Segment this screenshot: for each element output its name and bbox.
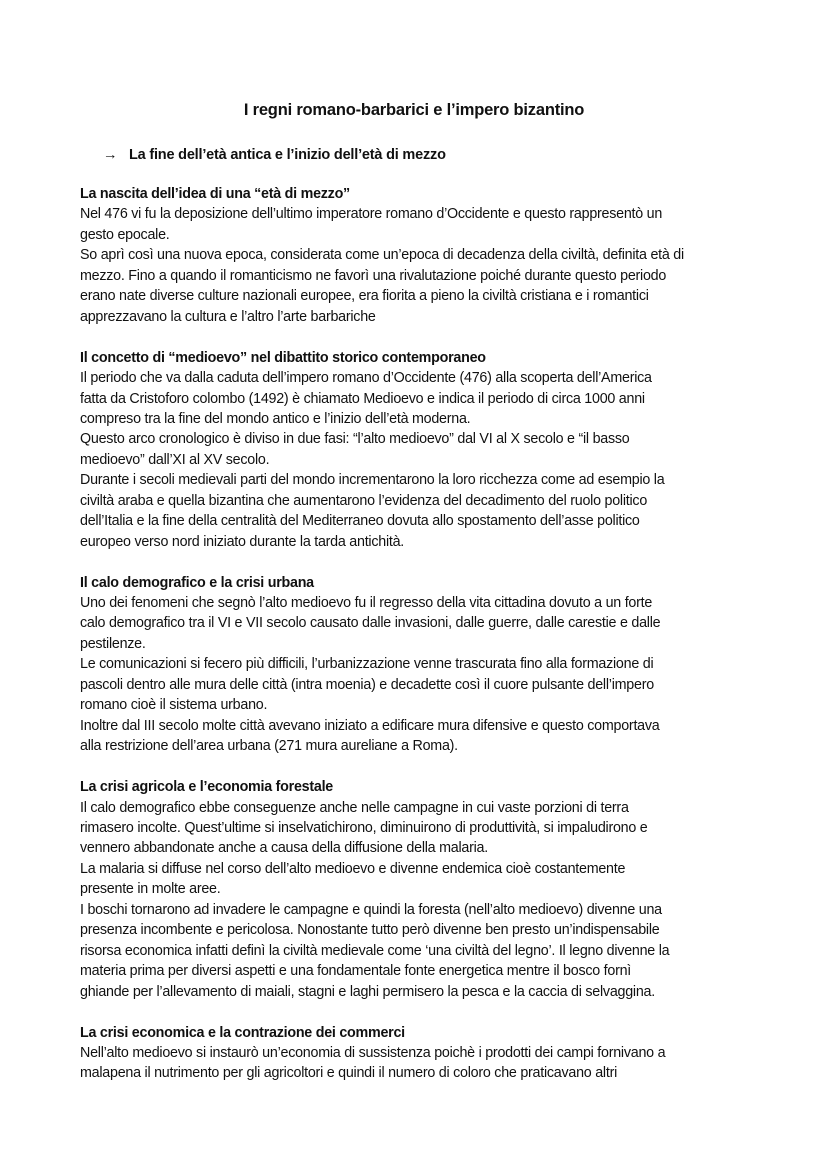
- paragraph-line: Nell’alto medioevo si instaurò un’economia di sussistenza poichè i prodotti dei campi fornivano a: [80, 1044, 666, 1061]
- paragraph-line: Questo arco cronologico è diviso in due fasi: “l’alto medioevo” dal VI al X secolo e “il basso: [80, 431, 630, 448]
- section: [80, 184, 770, 327]
- paragraph-line: compreso tra la fine del mondo antico e l’inizio dell’età moderna.: [80, 410, 471, 427]
- paragraph-line: erano nate diverse culture nazionali europee, era fiorita a pieno la civiltà cristiana e i romantici: [80, 288, 649, 305]
- paragraph-line: La malaria si diffuse nel corso dell’alto medioevo e divenne endemica cioè costantemente: [80, 860, 626, 877]
- paragraph-line: fatta da Cristoforo colombo (1492) è chiamato Medioevo e indica il periodo di circa 1000 anni: [80, 390, 645, 407]
- section-heading: Il calo demografico e la crisi urbana: [80, 574, 314, 591]
- paragraph-line: I boschi tornarono ad invadere le campagne e quindi la foresta (nell’alto medioevo) divenne una: [80, 901, 662, 918]
- paragraph-line: Le comunicazioni si fecero più difficili, l’urbanizzazione venne trascurata fino alla formazione di: [80, 656, 654, 673]
- paragraph-line: medioevo” dall’XI al XV secolo.: [80, 451, 270, 468]
- paragraph-line: europeo verso nord iniziato durante la tarda antichità.: [80, 533, 405, 550]
- paragraph-line: So aprì così una nuova epoca, considerata come un’epoca di decadenza della civiltà, definita età di: [80, 247, 684, 264]
- section: [80, 573, 770, 757]
- paragraph-line: risorsa economica infatti definì la civiltà medievale come ‘una civiltà del legno’. Il legno divenne la: [80, 942, 670, 959]
- right-arrow-icon: →: [103, 147, 118, 163]
- paragraph-line: presente in molte aree.: [80, 881, 221, 898]
- paragraph-line: gesto epocale.: [80, 226, 170, 243]
- section: [80, 1023, 770, 1084]
- paragraph-line: presenza incombente e pericolosa. Nonostante tutto però divenne ben presto un’indispensabile: [80, 922, 660, 939]
- paragraph-line: materia prima per diversi aspetti e una fondamentale fonte energetica mentre il bosco fornì: [80, 963, 632, 980]
- paragraph-line: dell’Italia e la fine della centralità del Mediterraneo dovuta allo spostamento dell’asse politico: [80, 513, 640, 530]
- paragraph-line: apprezzavano la cultura e l’altro l’arte barbariche: [80, 308, 376, 325]
- paragraph-line: Inoltre dal III secolo molte città avevano iniziato a edificare mura difensive e questo comportava: [80, 717, 660, 734]
- document-title: I regni romano-barbarici e l’impero bizantino: [243, 101, 585, 119]
- section-heading: La crisi agricola e l’economia forestale: [80, 779, 334, 796]
- paragraph-line: Durante i secoli medievali parti del mondo incrementarono la loro ricchezza come ad esempio la: [80, 472, 665, 489]
- document-body: [80, 184, 770, 1104]
- paragraph-line: romano cioè il sistema urbano.: [80, 697, 268, 714]
- paragraph-line: mezzo. Fino a quando il romanticismo ne favorì una rivalutazione poiché durante questo periodo: [80, 267, 667, 284]
- paragraph-line: malapena il nutrimento per gli agricoltori e quindi il numero di coloro che praticavano altri: [80, 1065, 618, 1082]
- paragraph-line: pestilenze.: [80, 635, 146, 652]
- section-heading: La crisi economica e la contrazione dei commerci: [80, 1024, 405, 1041]
- section: [80, 348, 770, 553]
- subtitle-text: La fine dell’età antica e l’inizio dell’età di mezzo: [129, 147, 446, 163]
- section-heading: Il concetto di “medioevo” nel dibattito storico contemporaneo: [80, 349, 486, 366]
- paragraph-line: alla restrizione dell’area urbana (271 mura aureliane a Roma).: [80, 738, 458, 755]
- paragraph-line: rimasero incolte. Quest’ultime si inselvatichirono, diminuirono di produttività, si impaludirono e: [80, 820, 648, 836]
- paragraph-line: Nel 476 vi fu la deposizione dell’ultimo imperatore romano d’Occidente e questo rappresentò un: [80, 206, 663, 223]
- paragraph-line: civiltà araba e quella bizantina che aumentarono l’evidenza del decadimento del ruolo politico: [80, 492, 648, 509]
- section-heading: La nascita dell’idea di una “età di mezzo”: [80, 186, 350, 202]
- paragraph-line: pascoli dentro alle mura delle città (intra moenia) e decadette così il cuore pulsante dell’impero: [80, 676, 654, 693]
- section: [80, 777, 770, 1002]
- paragraph-line: ghiande per l’allevamento di maiali, stagni e laghi permisero la pesca e la caccia di selvaggina.: [80, 983, 655, 1000]
- paragraph-line: Il periodo che va dalla caduta dell’impero romano d’Occidente (476) alla scoperta dell’America: [80, 370, 652, 387]
- document-subtitle: [103, 147, 446, 163]
- paragraph-line: Uno dei fenomeni che segnò l’alto medioevo fu il regresso della vita cittadina dovuto a un forte: [80, 595, 653, 612]
- paragraph-line: calo demografico tra il VI e VII secolo causato dalle invasioni, dalle guerre, dalle carestie e dalle: [80, 615, 661, 632]
- paragraph-line: vennero abbandonate anche a causa della diffusione della malaria.: [80, 840, 488, 857]
- paragraph-line: Il calo demografico ebbe conseguenze anche nelle campagne in cui vaste porzioni di terra: [80, 799, 629, 816]
